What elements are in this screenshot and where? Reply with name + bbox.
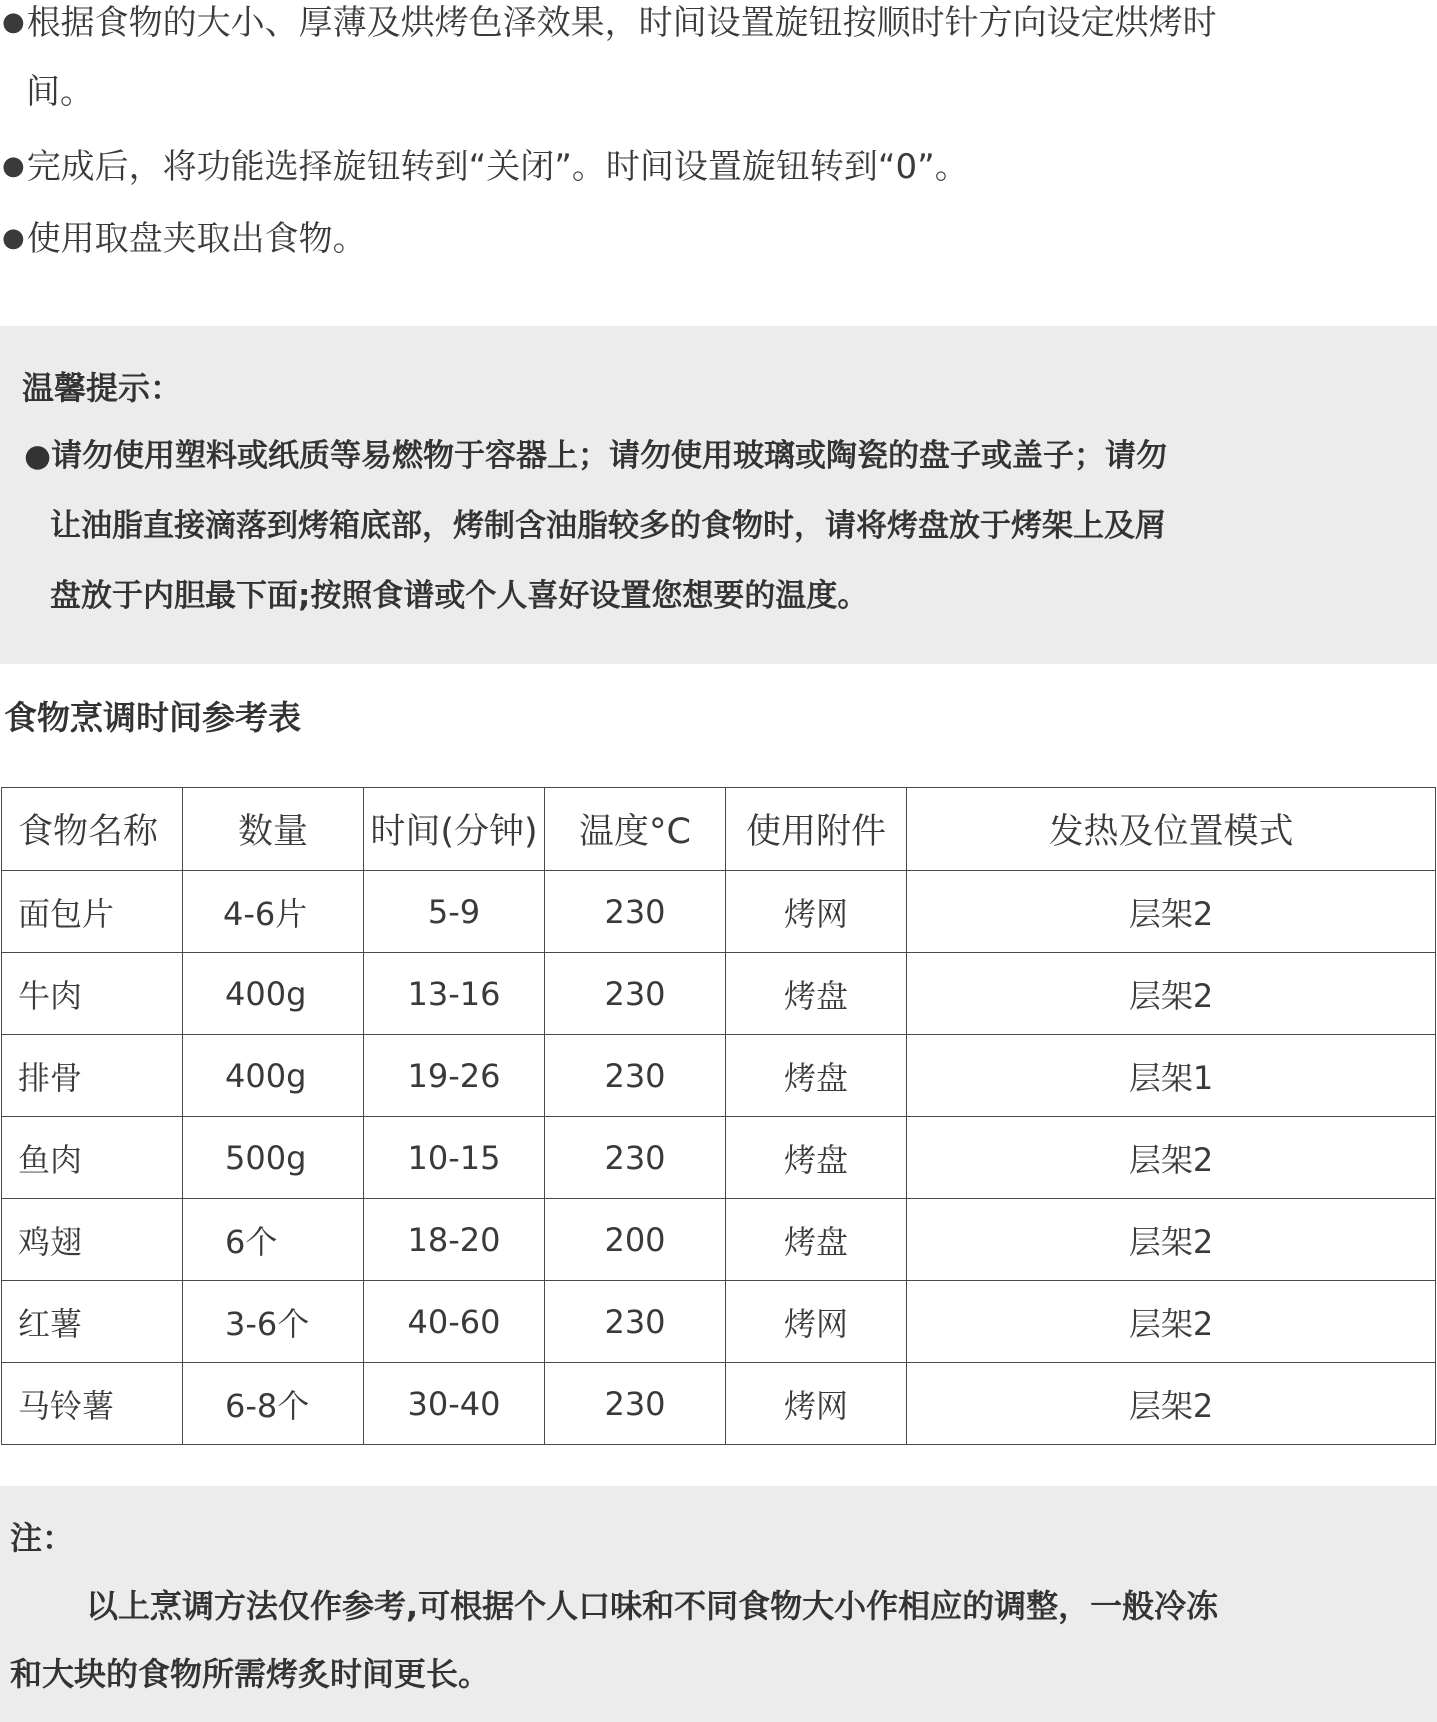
cell-temperature: 230 bbox=[545, 1117, 726, 1199]
cell-accessory: 烤网 bbox=[726, 871, 907, 953]
note-text-continued: 和大块的食物所需烤炙时间更长。 bbox=[10, 1655, 491, 1693]
header-quantity: 数量 bbox=[183, 788, 364, 871]
cell-position-mode: 层架2 bbox=[907, 1117, 1436, 1199]
table-row bbox=[2, 953, 1436, 1035]
table-row bbox=[2, 1035, 1436, 1117]
cell-quantity: 6个 bbox=[183, 1199, 364, 1281]
cell-accessory: 烤网 bbox=[726, 1281, 907, 1363]
table-row bbox=[2, 1363, 1436, 1445]
cell-temperature: 200 bbox=[545, 1199, 726, 1281]
header-heat-position-mode: 发热及位置模式 bbox=[907, 788, 1436, 871]
cell-quantity: 3-6个 bbox=[183, 1281, 364, 1363]
cell-position-mode: 层架2 bbox=[907, 953, 1436, 1035]
table-row bbox=[2, 871, 1436, 953]
cell-time: 40-60 bbox=[364, 1281, 545, 1363]
cell-accessory: 烤网 bbox=[726, 1363, 907, 1445]
cell-temperature: 230 bbox=[545, 953, 726, 1035]
note-text: 以上烹调方法仅作参考,可根据个人口味和不同食物大小作相应的调整，一般冷冻 bbox=[86, 1587, 1219, 1625]
cell-food-name: 鸡翅 bbox=[2, 1199, 183, 1281]
cell-food-name: 鱼肉 bbox=[2, 1117, 183, 1199]
table-row bbox=[2, 1281, 1436, 1363]
tip-text-continued: 让油脂直接滴落到烤箱底部，烤制含油脂较多的食物时，请将烤盘放于烤架上及屑 bbox=[50, 508, 1166, 544]
cell-quantity: 500g bbox=[183, 1117, 364, 1199]
table-title: 食物烹调时间参考表 bbox=[4, 698, 301, 737]
instruction-item bbox=[2, 0, 1217, 45]
table-row bbox=[2, 1117, 1436, 1199]
tip-title: 温馨提示： bbox=[22, 369, 183, 407]
instruction-item bbox=[2, 216, 367, 261]
bullet-icon: ● bbox=[2, 151, 25, 181]
cell-temperature: 230 bbox=[545, 1363, 726, 1445]
tip-item bbox=[24, 434, 1167, 478]
cell-food-name: 牛肉 bbox=[2, 953, 183, 1035]
bullet-icon: ● bbox=[2, 7, 25, 37]
table-row bbox=[2, 1199, 1436, 1281]
bullet-icon: ● bbox=[24, 438, 52, 474]
cell-food-name: 排骨 bbox=[2, 1035, 183, 1117]
header-accessory: 使用附件 bbox=[726, 788, 907, 871]
cell-quantity: 400g bbox=[183, 953, 364, 1035]
cell-time: 19-26 bbox=[364, 1035, 545, 1117]
warm-tip-box bbox=[0, 326, 1437, 664]
cell-accessory: 烤盘 bbox=[726, 1117, 907, 1199]
cell-time: 30-40 bbox=[364, 1363, 545, 1445]
cell-accessory: 烤盘 bbox=[726, 1199, 907, 1281]
cell-position-mode: 层架2 bbox=[907, 1363, 1436, 1445]
cell-accessory: 烤盘 bbox=[726, 953, 907, 1035]
note-title: 注： bbox=[10, 1519, 75, 1557]
header-time: 时间(分钟) bbox=[364, 788, 545, 871]
table-header-row bbox=[2, 788, 1436, 871]
cell-quantity: 4-6片 bbox=[183, 871, 364, 953]
cell-accessory: 烤盘 bbox=[726, 1035, 907, 1117]
cell-temperature: 230 bbox=[545, 1281, 726, 1363]
instruction-text: 完成后，将功能选择旋钮转到“关闭”。时间设置旋钮转到“0”。 bbox=[26, 147, 969, 187]
cell-position-mode: 层架2 bbox=[907, 1199, 1436, 1281]
cell-time: 18-20 bbox=[364, 1199, 545, 1281]
cell-position-mode: 层架2 bbox=[907, 1281, 1436, 1363]
cell-position-mode: 层架1 bbox=[907, 1035, 1436, 1117]
tip-text-continued: 盘放于内胆最下面;按照食谱或个人喜好设置您想要的温度。 bbox=[50, 578, 869, 614]
cell-temperature: 230 bbox=[545, 871, 726, 953]
instruction-text-continued: 间。 bbox=[26, 72, 94, 112]
cell-temperature: 230 bbox=[545, 1035, 726, 1117]
instruction-text: 使用取盘夹取出食物。 bbox=[26, 219, 367, 259]
cell-food-name: 面包片 bbox=[2, 871, 183, 953]
instruction-item bbox=[2, 144, 969, 189]
header-temperature: 温度°C bbox=[545, 788, 726, 871]
cell-food-name: 马铃薯 bbox=[2, 1363, 183, 1445]
header-food-name: 食物名称 bbox=[2, 788, 183, 871]
cell-time: 13-16 bbox=[364, 953, 545, 1035]
instruction-text: 根据食物的大小、厚薄及烘烤色泽效果，时间设置旋钮按顺时针方向设定烘烤时 bbox=[26, 3, 1217, 43]
cell-time: 5-9 bbox=[364, 871, 545, 953]
cell-position-mode: 层架2 bbox=[907, 871, 1436, 953]
note-box bbox=[0, 1486, 1437, 1722]
cell-time: 10-15 bbox=[364, 1117, 545, 1199]
cell-quantity: 400g bbox=[183, 1035, 364, 1117]
cell-quantity: 6-8个 bbox=[183, 1363, 364, 1445]
cell-food-name: 红薯 bbox=[2, 1281, 183, 1363]
bullet-icon: ● bbox=[2, 223, 25, 253]
cooking-time-table bbox=[1, 787, 1436, 1445]
tip-text: 请勿使用塑料或纸质等易燃物于容器上；请勿使用玻璃或陶瓷的盘子或盖子；请勿 bbox=[51, 438, 1168, 474]
